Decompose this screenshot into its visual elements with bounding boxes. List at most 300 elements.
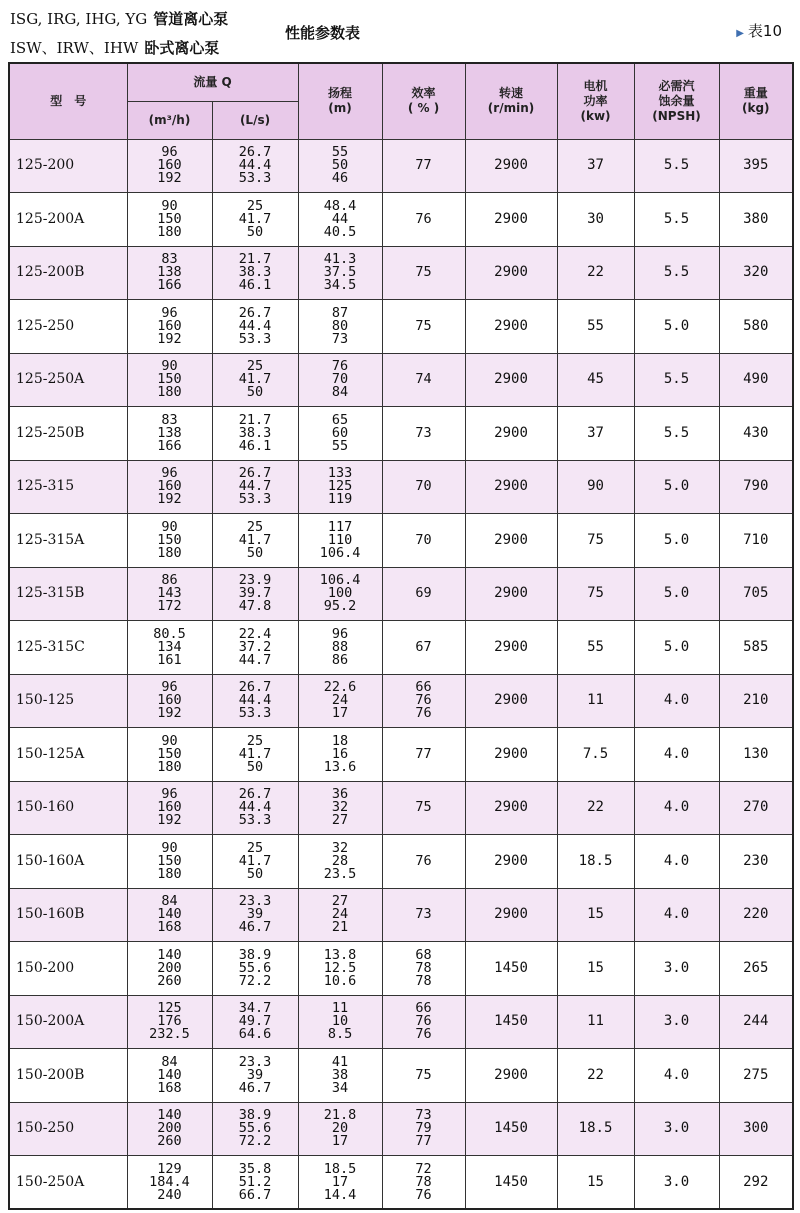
- cell-model: 125-200: [9, 139, 127, 193]
- cell-npsh: 5.5: [634, 407, 719, 461]
- cell-head-value: 17: [331, 705, 349, 722]
- cell-head-value: 23.5: [323, 865, 357, 882]
- cell-efficiency-value: 70: [415, 531, 432, 548]
- cell-head: [298, 1156, 382, 1210]
- cell-head-value: 18.5: [323, 1160, 357, 1177]
- cell-flow-ls-value: 26.7: [238, 465, 272, 482]
- cell-npsh: 4.0: [634, 674, 719, 728]
- col-weight: [719, 63, 793, 139]
- cell-head-value: 21: [331, 919, 349, 936]
- cell-flow-m3h: [127, 300, 212, 354]
- cell-flow-ls: [212, 942, 298, 996]
- table-row: [9, 246, 793, 300]
- cell-efficiency-value: 78: [415, 972, 432, 989]
- cell-flow-m3h-value: 192: [157, 170, 182, 187]
- cell-flow-m3h-value: 180: [157, 865, 182, 882]
- cell-flow-m3h: [127, 1049, 212, 1103]
- cell-flow-ls: [212, 514, 298, 568]
- cell-flow-ls-value: 26.7: [238, 304, 272, 321]
- cell-flow-m3h-value: 90: [161, 839, 178, 856]
- cell-flow-ls-value: 39: [246, 906, 264, 923]
- cell-flow-ls-value: 66.7: [238, 1186, 272, 1203]
- cell-npsh: 5.5: [634, 139, 719, 193]
- cell-flow-m3h-value: 96: [161, 144, 178, 161]
- cell-flow-m3h: [127, 674, 212, 728]
- cell-efficiency: [382, 300, 465, 354]
- cell-head: [298, 888, 382, 942]
- cell-head-value: 65: [331, 411, 349, 428]
- table-row: [9, 460, 793, 514]
- cell-weight: 430: [719, 407, 793, 461]
- col-power: [557, 63, 634, 139]
- cell-flow-ls-value: 50: [246, 865, 264, 882]
- cell-model: 150-250: [9, 1102, 127, 1156]
- cell-flow-m3h-value: 240: [157, 1186, 182, 1203]
- cell-speed: 1450: [465, 1156, 557, 1210]
- table-row: [9, 300, 793, 354]
- cell-head-value: 8.5: [327, 1026, 353, 1043]
- series-models-1: ISG, IRG, IHG, YG: [10, 10, 148, 28]
- table-row: [9, 1049, 793, 1103]
- cell-model: 125-315B: [9, 567, 127, 621]
- cell-flow-ls: [212, 835, 298, 889]
- cell-flow-ls-value: 39.7: [238, 585, 272, 602]
- col-power-label-1: 电机: [583, 78, 608, 93]
- cell-npsh: 4.0: [634, 888, 719, 942]
- cell-head-value: 46: [331, 170, 349, 187]
- cell-efficiency-value: 72: [415, 1160, 432, 1177]
- table-row: [9, 674, 793, 728]
- cell-speed: 2900: [465, 139, 557, 193]
- cell-flow-ls: [212, 407, 298, 461]
- cell-flow-m3h-value: 172: [157, 598, 182, 615]
- cell-npsh: 5.0: [634, 300, 719, 354]
- col-npsh-label-1: 必需汽: [658, 78, 695, 93]
- cell-flow-ls: [212, 995, 298, 1049]
- cell-flow-m3h-value: 180: [157, 544, 182, 561]
- cell-flow-ls: [212, 246, 298, 300]
- cell-power: 55: [557, 621, 634, 675]
- cell-power: 7.5: [557, 728, 634, 782]
- cell-head: [298, 460, 382, 514]
- cell-efficiency-value: 76: [415, 692, 432, 709]
- cell-power: 18.5: [557, 835, 634, 889]
- cell-head-value: 41: [331, 1053, 349, 1070]
- cell-efficiency-value: 70: [415, 478, 432, 495]
- cell-flow-m3h-value: 150: [157, 852, 182, 869]
- cell-efficiency-value: 75: [415, 799, 432, 816]
- page-header: [0, 0, 800, 62]
- cell-flow-ls: [212, 621, 298, 675]
- cell-model: 150-160A: [9, 835, 127, 889]
- cell-efficiency: [382, 407, 465, 461]
- cell-flow-ls-value: 25: [246, 358, 264, 375]
- table-row: [9, 942, 793, 996]
- cell-flow-m3h: [127, 353, 212, 407]
- cell-model: 125-200A: [9, 193, 127, 247]
- cell-flow-ls: [212, 353, 298, 407]
- cell-flow-ls-value: 25: [246, 732, 264, 749]
- cell-flow-ls-value: 50: [246, 544, 264, 561]
- cell-flow-ls: [212, 193, 298, 247]
- cell-npsh: 4.0: [634, 835, 719, 889]
- cell-head: [298, 300, 382, 354]
- cell-efficiency-value: 76: [415, 210, 432, 227]
- table-row: [9, 728, 793, 782]
- cell-flow-ls-value: 44.4: [238, 157, 272, 174]
- cell-flow-ls-value: 53.3: [238, 812, 272, 829]
- cell-flow-ls-value: 44.4: [238, 692, 272, 709]
- cell-speed: 2900: [465, 353, 557, 407]
- cell-head-value: 106.4: [319, 544, 361, 561]
- cell-head-value: 106.4: [319, 572, 361, 589]
- cell-flow-ls-value: 41.7: [238, 371, 272, 388]
- cell-flow-m3h-value: 166: [157, 437, 182, 454]
- col-power-unit: (kw): [580, 108, 611, 123]
- cell-model: 125-315A: [9, 514, 127, 568]
- col-npsh-unit: (NPSH): [652, 108, 701, 123]
- cell-efficiency: [382, 728, 465, 782]
- series-name-1: 管道离心泵: [153, 10, 229, 28]
- cell-flow-m3h-value: 134: [157, 638, 182, 655]
- col-head-label: 扬程: [328, 86, 353, 101]
- cell-flow-m3h-value: 90: [161, 732, 178, 749]
- cell-head-value: 117: [327, 518, 353, 535]
- cell-flow-ls-value: 39: [246, 1066, 264, 1083]
- series-line-1: [10, 8, 228, 29]
- table-row: [9, 139, 793, 193]
- cell-flow-m3h: [127, 193, 212, 247]
- table-body: [9, 139, 793, 1209]
- cell-model: 125-315: [9, 460, 127, 514]
- cell-flow-m3h-value: 96: [161, 465, 178, 482]
- cell-flow-ls-value: 25: [246, 518, 264, 535]
- cell-head-value: 50: [331, 157, 349, 174]
- cell-head-value: 10.6: [323, 972, 357, 989]
- cell-flow-m3h-value: 150: [157, 210, 182, 227]
- cell-speed: 2900: [465, 888, 557, 942]
- performance-table: [8, 62, 794, 1210]
- cell-flow-m3h-value: 160: [157, 317, 182, 334]
- cell-efficiency: [382, 621, 465, 675]
- table-row: [9, 514, 793, 568]
- cell-flow-m3h-value: 83: [161, 251, 178, 268]
- cell-flow-ls: [212, 460, 298, 514]
- cell-head-value: 24: [331, 906, 349, 923]
- cell-head: [298, 621, 382, 675]
- cell-head-value: 40.5: [323, 223, 357, 240]
- cell-weight: 395: [719, 139, 793, 193]
- cell-flow-ls-value: 53.3: [238, 491, 272, 508]
- cell-weight: 585: [719, 621, 793, 675]
- cell-model: 125-200B: [9, 246, 127, 300]
- cell-flow-m3h: [127, 246, 212, 300]
- cell-speed: 1450: [465, 995, 557, 1049]
- cell-flow-ls-value: 23.3: [238, 893, 272, 910]
- cell-head-value: 34: [331, 1079, 349, 1096]
- cell-flow-ls-value: 41.7: [238, 210, 272, 227]
- cell-flow-ls-value: 44.4: [238, 317, 272, 334]
- cell-flow-m3h-value: 96: [161, 679, 178, 696]
- table-row: [9, 781, 793, 835]
- cell-model: 150-160: [9, 781, 127, 835]
- cell-head: [298, 728, 382, 782]
- cell-flow-ls-value: 55.6: [238, 959, 272, 976]
- cell-flow-ls-value: 25: [246, 839, 264, 856]
- cell-flow-ls-value: 64.6: [238, 1026, 272, 1043]
- cell-speed: 2900: [465, 621, 557, 675]
- cell-efficiency-value: 77: [415, 745, 432, 762]
- cell-power: 22: [557, 246, 634, 300]
- series-name-2: 卧式离心泵: [144, 39, 220, 57]
- cell-efficiency-value: 77: [415, 157, 432, 174]
- col-flow: 流量 Q: [127, 63, 298, 101]
- cell-flow-ls: [212, 567, 298, 621]
- cell-model: 125-250: [9, 300, 127, 354]
- cell-flow-ls-value: 26.7: [238, 144, 272, 161]
- cell-efficiency: [382, 1156, 465, 1210]
- cell-head-value: 84: [331, 384, 349, 401]
- cell-flow-ls: [212, 1156, 298, 1210]
- cell-flow-m3h-value: 160: [157, 692, 182, 709]
- col-npsh: [634, 63, 719, 139]
- cell-weight: 270: [719, 781, 793, 835]
- cell-npsh: 3.0: [634, 1102, 719, 1156]
- cell-npsh: 5.5: [634, 193, 719, 247]
- table-row: [9, 888, 793, 942]
- cell-efficiency-value: 67: [415, 638, 432, 655]
- cell-flow-m3h-value: 129: [157, 1160, 182, 1177]
- cell-head-value: 22.6: [323, 679, 357, 696]
- cell-weight: 380: [719, 193, 793, 247]
- table-row: [9, 1156, 793, 1210]
- table-row: [9, 567, 793, 621]
- cell-weight: 275: [719, 1049, 793, 1103]
- cell-power: 22: [557, 781, 634, 835]
- cell-speed: 2900: [465, 407, 557, 461]
- cell-efficiency: [382, 674, 465, 728]
- cell-flow-m3h-value: 160: [157, 157, 182, 174]
- cell-head-value: 17: [331, 1173, 349, 1190]
- cell-head-value: 125: [327, 478, 353, 495]
- triangle-marker-icon: ▶: [736, 28, 744, 39]
- cell-flow-m3h-value: 140: [157, 946, 182, 963]
- cell-npsh: 3.0: [634, 1156, 719, 1210]
- cell-flow-ls-value: 21.7: [238, 411, 272, 428]
- cell-flow-m3h-value: 143: [157, 585, 182, 602]
- cell-flow-m3h: [127, 835, 212, 889]
- cell-head-value: 96: [331, 625, 349, 642]
- cell-weight: 490: [719, 353, 793, 407]
- cell-flow-ls-value: 50: [246, 223, 264, 240]
- cell-head-value: 34.5: [323, 277, 357, 294]
- cell-flow-ls: [212, 888, 298, 942]
- cell-head: [298, 246, 382, 300]
- cell-flow-m3h-value: 140: [157, 1107, 182, 1124]
- cell-flow-ls-value: 55.6: [238, 1120, 272, 1137]
- cell-flow-ls: [212, 300, 298, 354]
- cell-npsh: 5.0: [634, 621, 719, 675]
- cell-flow-ls-value: 41.7: [238, 531, 272, 548]
- cell-flow-m3h-value: 192: [157, 491, 182, 508]
- cell-flow-m3h-value: 168: [157, 1079, 182, 1096]
- cell-flow-ls-value: 46.1: [238, 437, 272, 454]
- cell-flow-m3h-value: 150: [157, 531, 182, 548]
- cell-flow-m3h: [127, 460, 212, 514]
- cell-flow-m3h: [127, 1156, 212, 1210]
- col-head: [298, 63, 382, 139]
- cell-head: [298, 193, 382, 247]
- cell-head-value: 11: [331, 1000, 349, 1017]
- cell-model: 150-200B: [9, 1049, 127, 1103]
- cell-speed: 2900: [465, 514, 557, 568]
- cell-npsh: 5.0: [634, 514, 719, 568]
- cell-flow-ls-value: 35.8: [238, 1160, 272, 1177]
- cell-flow-m3h-value: 96: [161, 304, 178, 321]
- cell-flow-ls-value: 38.9: [238, 946, 272, 963]
- cell-efficiency-value: 68: [415, 946, 432, 963]
- cell-power: 18.5: [557, 1102, 634, 1156]
- cell-head-value: 27: [331, 812, 349, 829]
- cell-model: 125-315C: [9, 621, 127, 675]
- cell-flow-ls-value: 41.7: [238, 852, 272, 869]
- cell-flow-m3h-value: 232.5: [149, 1026, 190, 1043]
- cell-head: [298, 567, 382, 621]
- cell-flow-m3h-value: 150: [157, 371, 182, 388]
- cell-head-value: 27: [331, 893, 349, 910]
- series-line-2: [10, 37, 219, 58]
- cell-weight: 580: [719, 300, 793, 354]
- cell-flow-m3h-value: 180: [157, 384, 182, 401]
- cell-efficiency: [382, 567, 465, 621]
- cell-power: 30: [557, 193, 634, 247]
- col-npsh-label-2: 蚀余量: [658, 93, 695, 108]
- cell-head-value: 86: [331, 651, 349, 668]
- cell-head-value: 13.6: [323, 758, 357, 775]
- cell-efficiency-value: 66: [415, 679, 432, 696]
- cell-model: 125-250A: [9, 353, 127, 407]
- cell-speed: 2900: [465, 674, 557, 728]
- cell-efficiency: [382, 942, 465, 996]
- cell-head-value: 24: [331, 692, 349, 709]
- table-row: [9, 621, 793, 675]
- cell-speed: 2900: [465, 567, 557, 621]
- cell-head-value: 10: [331, 1013, 349, 1030]
- cell-efficiency-value: 74: [415, 371, 432, 388]
- cell-flow-m3h-value: 160: [157, 478, 182, 495]
- cell-weight: 265: [719, 942, 793, 996]
- cell-flow-m3h-value: 176: [157, 1013, 182, 1030]
- cell-head: [298, 674, 382, 728]
- cell-head-value: 88: [331, 638, 349, 655]
- cell-flow-ls-value: 38.3: [238, 424, 272, 441]
- col-efficiency: [382, 63, 465, 139]
- cell-npsh: 5.0: [634, 460, 719, 514]
- cell-head-value: 17: [331, 1133, 349, 1150]
- cell-flow-m3h-value: 180: [157, 223, 182, 240]
- cell-flow-m3h-value: 83: [161, 411, 178, 428]
- cell-efficiency: [382, 835, 465, 889]
- cell-power: 15: [557, 1156, 634, 1210]
- cell-head-value: 110: [327, 531, 353, 548]
- cell-efficiency-value: 79: [415, 1120, 432, 1137]
- cell-flow-m3h: [127, 728, 212, 782]
- cell-flow-m3h-value: 168: [157, 919, 182, 936]
- cell-flow-ls-value: 26.7: [238, 786, 272, 803]
- cell-head: [298, 407, 382, 461]
- cell-flow-m3h-value: 84: [161, 893, 178, 910]
- cell-flow-m3h-value: 192: [157, 330, 182, 347]
- cell-power: 22: [557, 1049, 634, 1103]
- cell-flow-ls: [212, 1102, 298, 1156]
- cell-head-value: 100: [327, 585, 353, 602]
- cell-power: 45: [557, 353, 634, 407]
- table-row: [9, 835, 793, 889]
- cell-model: 150-250A: [9, 1156, 127, 1210]
- cell-npsh: 5.5: [634, 353, 719, 407]
- cell-head: [298, 1102, 382, 1156]
- cell-head-value: 14.4: [323, 1186, 357, 1203]
- cell-flow-ls-value: 50: [246, 758, 264, 775]
- cell-efficiency: [382, 460, 465, 514]
- cell-speed: 1450: [465, 1102, 557, 1156]
- cell-head: [298, 781, 382, 835]
- cell-flow-ls-value: 72.2: [238, 1133, 272, 1150]
- cell-flow-ls-value: 21.7: [238, 251, 272, 268]
- table-row: [9, 995, 793, 1049]
- cell-flow-m3h-value: 138: [157, 264, 182, 281]
- cell-flow-m3h-value: 140: [157, 906, 182, 923]
- cell-flow-ls-value: 53.3: [238, 705, 272, 722]
- cell-head-value: 70: [331, 371, 349, 388]
- cell-flow-m3h-value: 138: [157, 424, 182, 441]
- cell-flow-ls-value: 46.1: [238, 277, 272, 294]
- cell-head-value: 44: [331, 210, 349, 227]
- cell-flow-ls-value: 47.8: [238, 598, 272, 615]
- cell-flow-m3h-value: 125: [157, 1000, 182, 1017]
- cell-efficiency: [382, 139, 465, 193]
- cell-speed: 1450: [465, 942, 557, 996]
- cell-head-value: 55: [331, 437, 349, 454]
- cell-head: [298, 942, 382, 996]
- cell-efficiency-value: 76: [415, 1013, 432, 1030]
- cell-speed: 2900: [465, 460, 557, 514]
- cell-flow-m3h-value: 192: [157, 705, 182, 722]
- table-row: [9, 353, 793, 407]
- cell-flow-ls-value: 46.7: [238, 919, 272, 936]
- cell-head-value: 21.8: [323, 1107, 357, 1124]
- cell-efficiency-value: 78: [415, 959, 432, 976]
- cell-efficiency: [382, 995, 465, 1049]
- cell-flow-m3h-value: 166: [157, 277, 182, 294]
- cell-weight: 710: [719, 514, 793, 568]
- cell-flow-m3h-value: 90: [161, 358, 178, 375]
- cell-npsh: 4.0: [634, 781, 719, 835]
- cell-efficiency: [382, 888, 465, 942]
- cell-flow-m3h-value: 96: [161, 786, 178, 803]
- cell-weight: 705: [719, 567, 793, 621]
- cell-flow-ls-value: 23.9: [238, 572, 272, 589]
- cell-speed: 2900: [465, 1049, 557, 1103]
- cell-flow-m3h: [127, 888, 212, 942]
- cell-flow-m3h-value: 180: [157, 758, 182, 775]
- cell-weight: 210: [719, 674, 793, 728]
- cell-efficiency-value: 73: [415, 424, 432, 441]
- cell-flow-m3h: [127, 407, 212, 461]
- cell-power: 11: [557, 674, 634, 728]
- cell-weight: 230: [719, 835, 793, 889]
- cell-head-value: 36: [331, 786, 349, 803]
